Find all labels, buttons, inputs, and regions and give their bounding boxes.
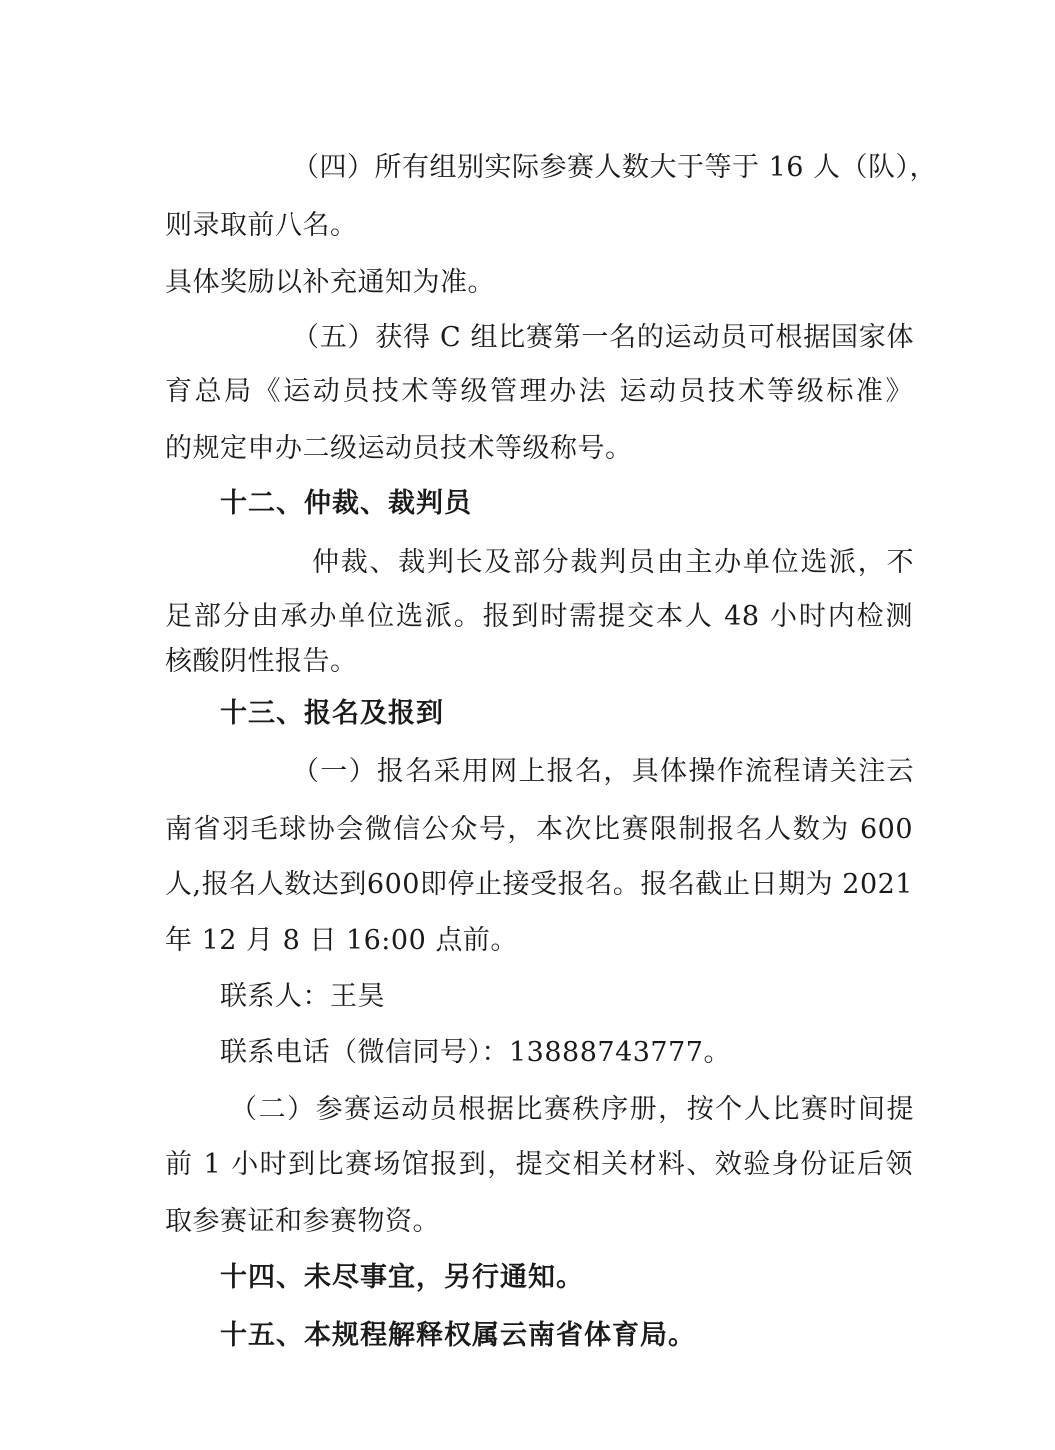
rule-5-line-3: 的规定申办二级运动员技术等级称号。 [165, 433, 633, 464]
section-13-item-1-line-2: 南省羽毛球协会微信公众号，本次比赛限制报名人数为 600 [165, 814, 913, 845]
section-13-item-2-line-2: 前 1 小时到比赛场馆报到，提交相关材料、效验身份证后领 [165, 1149, 913, 1180]
section-13-item-1-line-1: （一）报名采用网上报名，具体操作流程请关注云 [292, 756, 914, 787]
section-14-heading: 十四、未尽事宜，另行通知。 [220, 1262, 584, 1293]
section-13-heading: 十三、报名及报到 [220, 698, 444, 729]
section-12-line-3: 核酸阴性报告。 [165, 646, 358, 677]
section-13-item-2-line-1: （二）参赛运动员根据比赛秩序册，按个人比赛时间提 [230, 1094, 914, 1125]
contact-person: 联系人：王昊 [220, 981, 385, 1012]
rule-5-line-2: 育总局《运动员技术等级管理办法 运动员技术等级标准》 [165, 376, 913, 407]
section-13-item-1-line-4: 年 12 月 8 日 16:00 点前。 [165, 925, 518, 956]
rule-5-line-1: （五）获得 C 组比赛第一名的运动员可根据国家体 [292, 322, 914, 353]
section-12-line-2: 足部分由承办单位选派。报到时需提交本人 48 小时内检测 [165, 601, 913, 632]
section-13-item-2-line-3: 取参赛证和参赛物资。 [165, 1206, 440, 1237]
rule-4-line-2: 则录取前八名。 [165, 210, 358, 241]
reward-note: 具体奖励以补充通知为准。 [165, 267, 495, 298]
contact-phone: 联系电话（微信同号）：13888743777。 [220, 1037, 731, 1068]
section-12-line-1: 仲裁、裁判长及部分裁判员由主办单位选派，不 [312, 547, 914, 578]
section-13-item-1-line-3: 人,报名人数达到600即停止接受报名。报名截止日期为 2021 [165, 869, 913, 900]
section-12-heading: 十二、仲裁、裁判员 [220, 488, 472, 519]
rule-4-line-1: （四）所有组别实际参赛人数大于等于 16 人（队）， [292, 152, 938, 183]
section-15-heading: 十五、本规程解释权属云南省体育局。 [220, 1320, 696, 1351]
